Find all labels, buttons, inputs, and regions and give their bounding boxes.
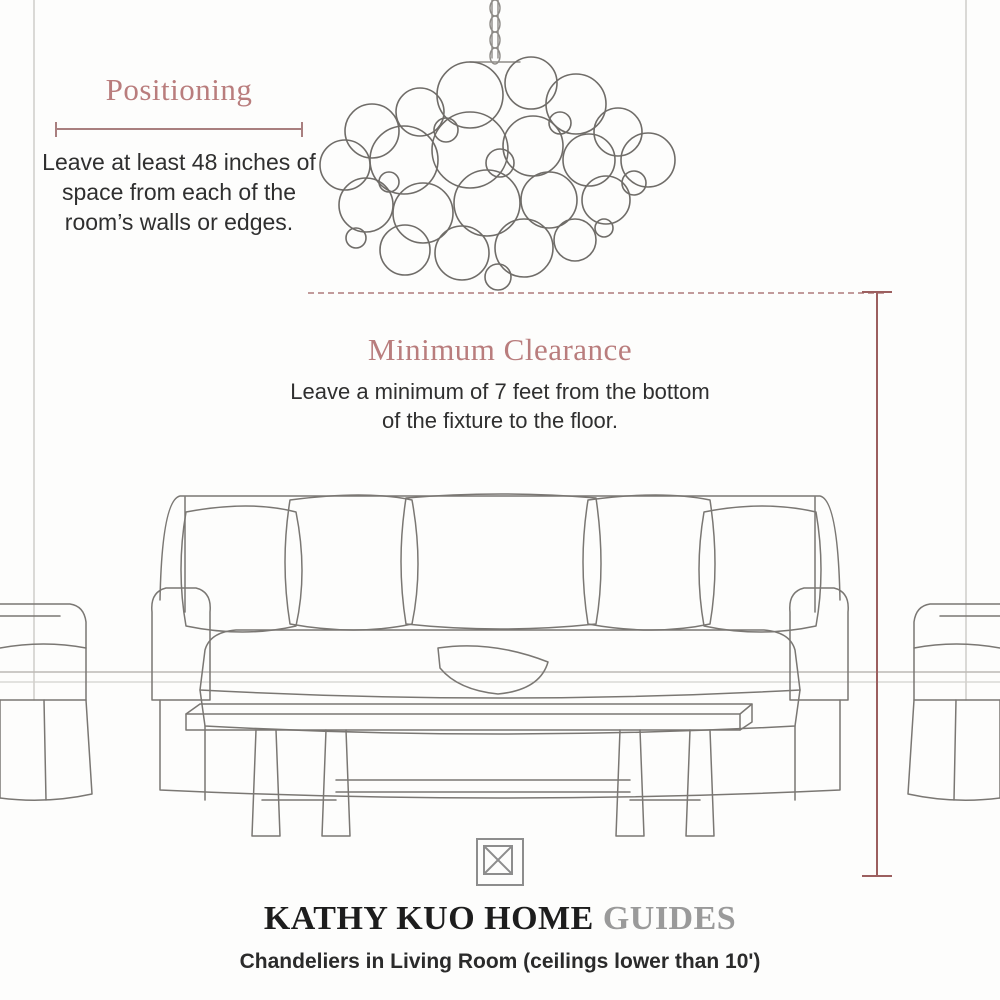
clearance-annotation	[290, 332, 710, 435]
brand-secondary: GUIDES	[593, 900, 737, 937]
kkh-logo-icon	[476, 838, 524, 886]
clearance-vertical-measure	[862, 291, 892, 877]
brand-primary: KATHY KUO HOME	[263, 900, 594, 937]
throw-pillows	[181, 494, 821, 694]
measure-vertical-bar	[876, 291, 878, 877]
left-armchair	[0, 604, 92, 800]
clearance-dashed-line	[308, 292, 884, 294]
footer-subtitle: Chandeliers in Living Room (ceilings lower than 10')	[239, 950, 761, 973]
right-armchair	[908, 604, 1000, 800]
positioning-body: Leave at least 48 inches of space from each of the room’s walls or edges.	[42, 149, 316, 235]
clearance-title: Minimum Clearance	[367, 332, 633, 367]
coffee-table	[186, 704, 752, 836]
measure-bar	[55, 128, 303, 130]
chandelier-bubble-cluster	[320, 57, 675, 290]
positioning-annotation	[36, 72, 322, 238]
positioning-title: Positioning	[105, 72, 253, 107]
positioning-measure-rule	[55, 122, 303, 136]
footer	[0, 838, 1000, 974]
measure-cap-right	[301, 122, 303, 137]
clearance-body: Leave a minimum of 7 feet from the bottom of the fixture to the floor.	[290, 379, 710, 433]
chandelier-chain	[470, 0, 520, 64]
brand-title	[0, 900, 1000, 938]
